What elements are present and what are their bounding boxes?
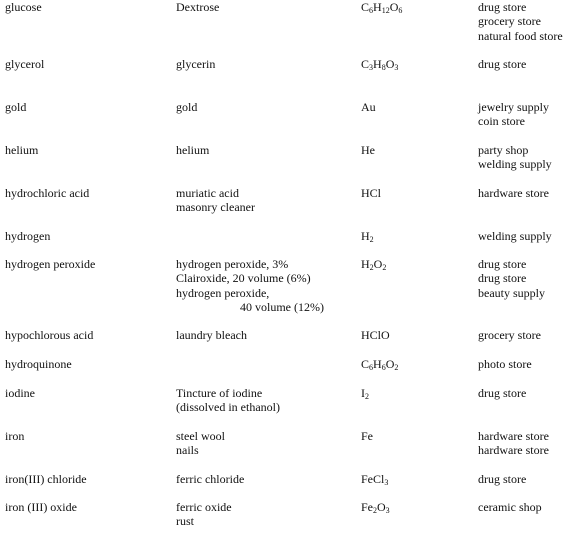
source-store: drug store [478, 0, 527, 14]
chemical-formula [361, 257, 386, 271]
formula-element: O [377, 500, 386, 514]
sources-cell [478, 328, 541, 342]
common-name-cell [176, 386, 280, 415]
source-store: drug store [478, 472, 527, 486]
chemical-formula [361, 357, 398, 371]
sources-cell [478, 257, 545, 300]
chemical-name: glucose [5, 0, 42, 14]
source-store: grocery store [478, 14, 541, 29]
formula-subscript: 6 [369, 6, 374, 15]
source-store: hardware store [478, 443, 549, 458]
common-name-cell [176, 57, 215, 71]
chemical-formula [361, 57, 398, 71]
sources-cell [478, 500, 542, 514]
formula-subscript: 6 [369, 363, 374, 372]
formula-element: Fe [361, 429, 373, 443]
formula-subscript: 6 [398, 6, 403, 15]
formula-subscript: 8 [381, 63, 386, 72]
formula-element: H [361, 257, 370, 271]
sources-cell [478, 229, 552, 243]
source-store: coin store [478, 114, 525, 129]
formula-element: O [373, 257, 383, 271]
source-store: drug store [478, 271, 527, 286]
chemical-name: iron [5, 429, 25, 443]
chemical-formula [361, 229, 374, 243]
source-store: hardware store [478, 429, 549, 443]
common-name-cell [176, 0, 219, 14]
formula-element: Au [361, 100, 376, 114]
source-store: jewelry supply [478, 100, 549, 114]
formula-element: H [373, 57, 382, 71]
source-store: ceramic shop [478, 500, 542, 514]
common-name-cell [176, 429, 225, 458]
formula-element: He [361, 143, 375, 157]
common-name: rust [176, 514, 194, 529]
common-name-cell [176, 328, 247, 342]
common-name: masonry cleaner [176, 200, 255, 215]
source-store: drug store [478, 386, 527, 400]
chemical-name: iodine [5, 386, 35, 400]
formula-subscript: 2 [394, 363, 399, 372]
sources-cell [478, 472, 526, 486]
formula-element: H [361, 229, 370, 243]
chemical-name: gold [5, 100, 27, 114]
source-store: beauty supply [478, 285, 545, 300]
source-store: grocery store [478, 328, 541, 342]
formula-element: H [373, 0, 382, 14]
sources-cell [478, 0, 563, 43]
common-name: hydrogen peroxide, [176, 285, 270, 300]
formula-element: C [361, 57, 370, 71]
chemical-name: iron(III) chloride [5, 472, 87, 486]
sources-cell [478, 429, 549, 458]
chemical-name: hydrochloric acid [5, 186, 90, 200]
formula-subscript: 2 [369, 263, 374, 272]
formula-subscript: 12 [381, 6, 390, 15]
formula-element: HClO [361, 328, 390, 342]
common-name-cell [176, 472, 244, 486]
chemical-name: hydroquinone [5, 357, 72, 371]
source-store: welding supply [478, 229, 552, 243]
common-name-cell [176, 500, 232, 529]
formula-subscript: 6 [381, 363, 386, 372]
sources-cell [478, 143, 552, 172]
chemical-name: iron (III) oxide [5, 500, 77, 514]
formula-subscript: 3 [369, 63, 374, 72]
chemical-name: hydrogen [5, 229, 51, 243]
source-store: photo store [478, 357, 532, 371]
common-name: gold [176, 100, 198, 114]
common-name-cell [176, 143, 209, 157]
chemical-formula [361, 100, 376, 114]
common-name: muriatic acid [176, 186, 239, 200]
source-store: hardware store [478, 186, 549, 200]
formula-subscript: 2 [369, 235, 374, 244]
common-name-cell [176, 100, 197, 114]
formula-subscript: 2 [382, 263, 387, 272]
common-name: ferric oxide [176, 500, 232, 514]
formula-element: C [361, 357, 370, 371]
chemical-formula [361, 328, 390, 342]
common-name: laundry bleach [176, 328, 247, 342]
formula-element: I [361, 386, 365, 400]
common-name: helium [176, 143, 210, 157]
common-name: 40 volume (12%) [240, 299, 324, 314]
source-store: welding supply [478, 157, 552, 172]
formula-element: HCl [361, 186, 382, 200]
formula-subscript: 2 [365, 392, 369, 401]
formula-element: O [385, 357, 395, 371]
formula-element: O [385, 57, 395, 71]
formula-element: H [373, 357, 382, 371]
common-name-cell [176, 257, 324, 314]
chemical-formula [361, 429, 373, 443]
source-store: drug store [478, 57, 527, 71]
common-name: Clairoxide, 20 volume (6%) [176, 271, 311, 286]
common-name: Tincture of iodine [176, 386, 263, 400]
chemical-name: glycerol [5, 57, 45, 71]
formula-subscript: 2 [373, 506, 377, 515]
formula-element: Fe [361, 500, 373, 514]
source-store: party shop [478, 143, 529, 157]
common-name: (dissolved in ethanol) [176, 400, 280, 415]
sources-cell [478, 100, 549, 129]
chemical-name: hydrogen peroxide [5, 257, 96, 271]
chemical-name: helium [5, 143, 39, 157]
common-name: hydrogen peroxide, 3% [176, 257, 289, 271]
common-name: ferric chloride [176, 472, 245, 486]
chemical-name: hypochlorous acid [5, 328, 94, 342]
sources-cell [478, 186, 549, 200]
common-name: steel wool [176, 429, 225, 443]
chemical-formula [361, 386, 369, 400]
common-name: Dextrose [176, 0, 220, 14]
chemical-formula [361, 186, 381, 200]
source-store: drug store [478, 257, 527, 271]
formula-element: C [361, 0, 370, 14]
chemical-formula [361, 0, 402, 14]
formula-subscript: 3 [394, 63, 399, 72]
common-name: nails [176, 443, 199, 458]
common-name: glycerin [176, 57, 216, 71]
sources-cell [478, 357, 532, 371]
common-name-cell [176, 186, 255, 215]
formula-element: FeCl [361, 472, 385, 486]
formula-element: O [389, 0, 399, 14]
chemical-formula [361, 143, 375, 157]
chemical-formula [361, 500, 390, 514]
formula-subscript: 3 [384, 478, 389, 487]
source-store: natural food store [478, 28, 563, 43]
chemical-formula [361, 472, 388, 486]
formula-subscript: 3 [385, 506, 390, 515]
sources-cell [478, 57, 526, 71]
sources-cell [478, 386, 526, 400]
